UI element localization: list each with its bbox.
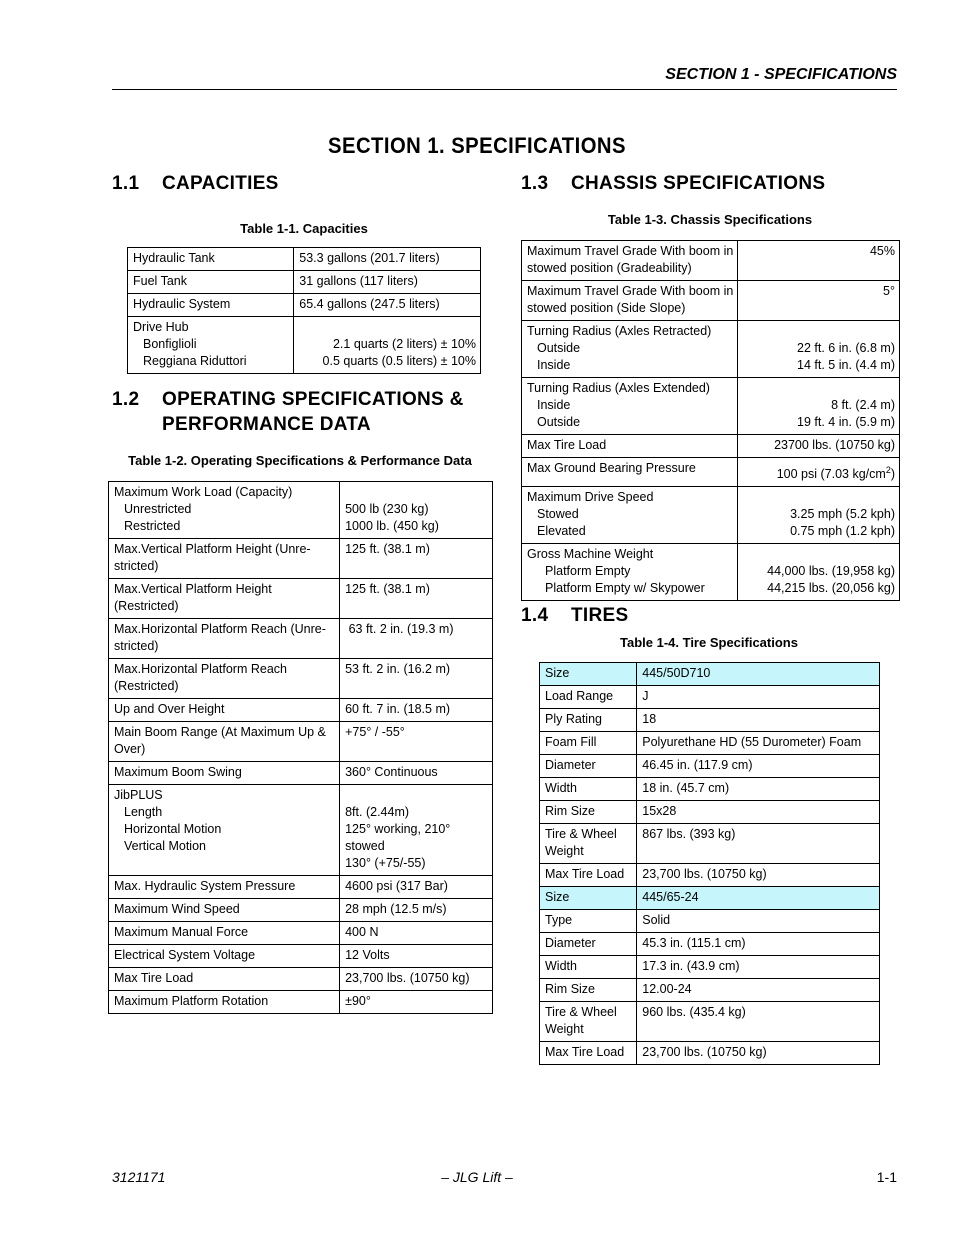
table-cell	[738, 281, 900, 321]
table-cell	[294, 294, 481, 317]
cell-text: Bonfiglioli	[143, 337, 197, 351]
cell-text: Max Tire Load	[545, 867, 625, 881]
table-row	[109, 991, 493, 1014]
cell-text: Max.Horizontal Platform Reach (Unre-stricted)	[114, 622, 326, 653]
table-cell	[522, 321, 738, 378]
table-cell	[522, 378, 738, 435]
table-row	[109, 482, 493, 539]
table-row	[540, 887, 880, 910]
cell-text: 44,000 lbs. (19,958 kg)	[767, 564, 895, 579]
cell-text: Stowed	[537, 507, 579, 522]
cell-text: 5°	[883, 284, 895, 298]
cell-text: 45.3 in. (115.1 cm)	[642, 936, 746, 950]
table-cell	[340, 482, 493, 539]
operating-specs-table	[108, 481, 493, 1014]
cell-text: 500 lb (230 kg)	[345, 502, 429, 516]
footer-doc-number: 3121171	[112, 1169, 166, 1185]
cell-text: 23,700 lbs. (10750 kg)	[642, 867, 767, 881]
cell-text: Max.Vertical Platform Height (Restricted)	[114, 582, 272, 613]
table-row	[540, 686, 880, 709]
cell-text: Length	[124, 805, 163, 819]
table-cell	[109, 722, 340, 762]
table-cell	[637, 910, 880, 933]
table-cell	[522, 487, 738, 544]
heading-number: 1.4	[521, 605, 549, 626]
table-cell	[128, 294, 294, 317]
table-cell	[522, 241, 738, 281]
table-cell	[540, 801, 637, 824]
cell-text: 18 in. (45.7 cm)	[642, 781, 730, 795]
table-row	[540, 1002, 880, 1042]
cell-text: 63 ft. 2 in. (19.3 m)	[345, 622, 454, 636]
heading-text: CAPACITIES	[162, 173, 279, 194]
heading-tires	[521, 603, 628, 628]
table-cell	[738, 487, 900, 544]
cell-text: 867 lbs. (393 kg)	[642, 827, 736, 841]
capacities-table	[127, 247, 481, 374]
table-cell	[540, 755, 637, 778]
cell-text: stowed position (Side Slope)	[527, 301, 686, 315]
table-cell	[294, 248, 481, 271]
cell-text: Max.Horizontal Platform Reach (Restricted)	[114, 662, 287, 693]
table-row	[109, 579, 493, 619]
cell-text: Type	[545, 913, 573, 927]
table-row	[109, 659, 493, 699]
cell-text: 12 Volts	[345, 948, 390, 962]
cell-text: Horizontal Motion	[124, 822, 222, 836]
cell-text: Rim Size	[545, 982, 596, 996]
cell-text: Elevated	[537, 524, 586, 539]
table-cell	[109, 922, 340, 945]
table-cell	[738, 321, 900, 378]
cell-text: 53 ft. 2 in. (16.2 m)	[345, 662, 451, 676]
table-cell	[109, 482, 340, 539]
cell-text: Size	[545, 666, 570, 680]
table-cell	[540, 709, 637, 732]
table-cell	[109, 619, 340, 659]
table-row	[109, 722, 493, 762]
cell-text: +75° / -55°	[345, 725, 405, 739]
heading-chassis-specs	[521, 171, 825, 196]
table-cell	[109, 899, 340, 922]
table-cell	[522, 435, 738, 458]
cell-text: Max Tire Load	[545, 1045, 625, 1059]
cell-text: Restricted	[124, 519, 181, 533]
table-cell	[340, 762, 493, 785]
cell-text: 3.25 mph (5.2 kph)	[790, 507, 895, 522]
cell-text: 60 ft. 7 in. (18.5 m)	[345, 702, 451, 716]
table-cell	[340, 785, 493, 876]
cell-text: Vertical Motion	[124, 839, 206, 853]
cell-text: 15x28	[642, 804, 677, 818]
cell-text: Inside	[537, 398, 571, 412]
table-cell	[340, 619, 493, 659]
cell-text: Load Range	[545, 689, 614, 703]
table-row	[128, 248, 481, 271]
cell-text: 445/65-24	[642, 890, 699, 904]
heading-text: OPERATING SPECIFICATIONS &	[162, 389, 464, 410]
table-row	[540, 1042, 880, 1065]
cell-text: Maximum Boom Swing	[114, 765, 242, 779]
table-row	[522, 281, 900, 321]
table-row	[540, 956, 880, 979]
table-cell	[540, 933, 637, 956]
table-row	[540, 709, 880, 732]
table-cell	[128, 317, 294, 374]
table-row	[522, 435, 900, 458]
table-cell	[738, 435, 900, 458]
cell-text: 1000 lb. (450 kg)	[345, 519, 439, 533]
table-cell	[109, 699, 340, 722]
cell-text: Maximum Wind Speed	[114, 902, 240, 916]
table-cell	[540, 979, 637, 1002]
table-row	[540, 979, 880, 1002]
table-cell	[637, 801, 880, 824]
cell-text: Width	[545, 781, 577, 795]
cell-text: 2.1 quarts (2 liters) ± 10%	[332, 337, 476, 351]
table-cell	[109, 945, 340, 968]
heading-number: 1.2	[112, 389, 140, 410]
heading-number: 1.1	[112, 173, 140, 194]
table-cell	[738, 241, 900, 281]
table-row	[540, 801, 880, 824]
table-row	[109, 968, 493, 991]
cell-text: Platform Empty w/ Skypower	[545, 581, 705, 596]
table-row	[540, 732, 880, 755]
table-row	[540, 864, 880, 887]
table-cell	[340, 968, 493, 991]
cell-text: 23,700 lbs. (10750 kg)	[642, 1045, 767, 1059]
table-cell	[540, 732, 637, 755]
table-cell	[109, 876, 340, 899]
table-cell	[109, 968, 340, 991]
table-cell	[637, 933, 880, 956]
table-row	[540, 933, 880, 956]
cell-text: Hydraulic System	[133, 297, 231, 311]
cell-text: stowed position (Gradeability)	[527, 261, 692, 275]
table-cell	[637, 686, 880, 709]
table-cell	[340, 659, 493, 699]
table-cell	[637, 1042, 880, 1065]
table-caption-chassis: Table 1-3. Chassis Specifications	[607, 212, 813, 227]
cell-text: 45%	[869, 244, 895, 258]
table-cell	[340, 876, 493, 899]
page-title: SECTION 1. SPECIFICATIONS	[328, 133, 626, 158]
table-cell	[637, 956, 880, 979]
cell-text: Max Tire Load	[527, 438, 607, 452]
cell-text: Maximum Drive Speed	[527, 490, 654, 505]
table-cell	[540, 1002, 637, 1042]
table-cell	[340, 579, 493, 619]
cell-text: 65.4 gallons (247.5 liters)	[299, 297, 440, 311]
table-row	[109, 922, 493, 945]
table-cell	[294, 271, 481, 294]
cell-text: Outside	[537, 415, 581, 429]
table-cell	[522, 544, 738, 601]
table-cell	[128, 271, 294, 294]
table-cell	[109, 785, 340, 876]
cell-text: 14 ft. 5 in. (4.4 m)	[797, 358, 895, 372]
cell-text: Polyurethane HD (55 Durometer) Foam	[642, 735, 862, 749]
table-cell	[637, 778, 880, 801]
table-cell	[109, 539, 340, 579]
cell-text: Drive Hub	[133, 320, 189, 334]
cell-text: 125° working, 210° stowed	[345, 822, 451, 853]
cell-text: Max. Hydraulic System Pressure	[114, 879, 296, 893]
cell-text: Foam Fill	[545, 735, 597, 749]
cell-text: Max Tire Load	[114, 971, 194, 985]
cell-text: Up and Over Height	[114, 702, 225, 716]
table-row	[522, 378, 900, 435]
cell-text: Gross Machine Weight	[527, 547, 654, 562]
table-row	[109, 762, 493, 785]
table-cell	[637, 979, 880, 1002]
cell-text: 31 gallons (117 liters)	[299, 274, 418, 288]
table-cell	[128, 248, 294, 271]
table-cell	[738, 378, 900, 435]
cell-text: 17.3 in. (43.9 cm)	[642, 959, 740, 973]
cell-text: Hydraulic Tank	[133, 251, 215, 265]
table-cell	[738, 544, 900, 601]
cell-text: 360° Continuous	[345, 765, 438, 779]
table-row	[540, 755, 880, 778]
heading-text: CHASSIS SPECIFICATIONS	[571, 173, 826, 194]
table-row	[109, 699, 493, 722]
table-cell	[540, 686, 637, 709]
table-cell	[540, 910, 637, 933]
table-cell	[340, 899, 493, 922]
table-row	[540, 824, 880, 864]
table-caption-operating: Table 1-2. Operating Specifications & Performance Data	[128, 453, 472, 468]
table-cell	[637, 709, 880, 732]
table-cell	[109, 579, 340, 619]
cell-text: 44,215 lbs. (20,056 kg)	[767, 581, 895, 596]
cell-text: Main Boom Range (At Maximum Up & Over)	[114, 725, 326, 756]
cell-text: 100 psi (7.03 $kg/cm^2$)	[776, 465, 895, 482]
cell-text: 4600 psi (317 Bar)	[345, 879, 448, 893]
cell-text: 18	[642, 712, 657, 726]
cell-text: ±90°	[345, 994, 371, 1008]
table-cell	[637, 1002, 880, 1042]
cell-text: Diameter	[545, 936, 596, 950]
cell-text: JibPLUS	[114, 788, 163, 802]
cell-text: Fuel Tank	[133, 274, 187, 288]
table-cell	[109, 991, 340, 1014]
cell-text: 22 ft. 6 in. (6.8 m)	[797, 341, 895, 355]
cell-text: Ply Rating	[545, 712, 602, 726]
table-cell	[522, 281, 738, 321]
cell-text: Turning Radius (Axles Extended)	[527, 381, 710, 395]
table-cell	[637, 755, 880, 778]
cell-text: 23700 lbs. (10750 kg)	[774, 438, 895, 452]
cell-text: Tire & Wheel Weight	[545, 1005, 617, 1036]
table-row	[540, 778, 880, 801]
table-cell	[109, 762, 340, 785]
cell-text: Maximum Travel Grade With boom in	[527, 244, 734, 258]
table-cell	[540, 663, 637, 686]
table-cell	[540, 887, 637, 910]
table-row	[109, 539, 493, 579]
table-cell	[637, 824, 880, 864]
cell-text: 125 ft. (38.1 m)	[345, 582, 430, 596]
table-cell	[340, 922, 493, 945]
cell-text: 53.3 gallons (201.7 liters)	[299, 251, 440, 265]
table-row	[522, 241, 900, 281]
cell-text: 0.5 quarts (0.5 liters) ± 10%	[322, 354, 476, 368]
cell-text: J	[642, 689, 649, 703]
cell-text: 19 ft. 4 in. (5.9 m)	[797, 415, 895, 429]
cell-text: 125 ft. (38.1 m)	[345, 542, 430, 556]
cell-text: Solid	[642, 913, 671, 927]
cell-text: 23,700 lbs. (10750 kg)	[345, 971, 470, 985]
header-rule	[112, 89, 897, 90]
heading-number: 1.3	[521, 173, 549, 194]
table-cell	[340, 699, 493, 722]
table-cell	[637, 663, 880, 686]
table-cell	[540, 824, 637, 864]
table-row	[128, 294, 481, 317]
table-caption-tires: Table 1-4. Tire Specifications	[620, 635, 798, 650]
cell-text: 8 ft. (2.4 m)	[831, 398, 895, 412]
cell-text: Unrestricted	[124, 502, 192, 516]
table-row	[522, 321, 900, 378]
cell-text: Width	[545, 959, 577, 973]
table-row	[540, 910, 880, 933]
table-cell	[340, 945, 493, 968]
table-row	[522, 487, 900, 544]
cell-text: Maximum Travel Grade With boom in	[527, 284, 734, 298]
table-cell	[340, 722, 493, 762]
cell-text: Rim Size	[545, 804, 596, 818]
table-cell	[637, 732, 880, 755]
cell-text: 130° (+75/-55)	[345, 856, 426, 870]
table-cell	[637, 864, 880, 887]
table-row	[109, 785, 493, 876]
cell-text: Turning Radius (Axles Retracted)	[527, 324, 712, 338]
table-row	[128, 271, 481, 294]
table-row	[109, 899, 493, 922]
table-cell	[540, 1042, 637, 1065]
table-cell	[637, 887, 880, 910]
table-cell	[540, 864, 637, 887]
heading-text: PERFORMANCE DATA	[162, 414, 371, 435]
table-row	[540, 663, 880, 686]
cell-text: 28 mph (12.5 m/s)	[345, 902, 447, 916]
table-cell	[738, 458, 900, 487]
tire-specs-table	[539, 662, 880, 1065]
cell-text: Max Ground Bearing Pressure	[527, 461, 696, 475]
cell-text: 400 N	[345, 925, 379, 939]
table-cell	[540, 778, 637, 801]
table-row	[109, 876, 493, 899]
cell-text: Inside	[537, 358, 571, 372]
cell-text: Outside	[537, 341, 581, 355]
cell-text: 12.00-24	[642, 982, 692, 996]
table-cell	[540, 956, 637, 979]
table-cell	[294, 317, 481, 374]
footer-publisher: – JLG Lift –	[441, 1169, 513, 1185]
cell-text: Diameter	[545, 758, 596, 772]
table-row	[128, 317, 481, 374]
cell-text: 960 lbs. (435.4 kg)	[642, 1005, 746, 1019]
footer-page-number: 1-1	[876, 1169, 897, 1185]
cell-text: 46.45 in. (117.9 cm)	[642, 758, 753, 772]
cell-text: Maximum Work Load (Capacity)	[114, 485, 293, 499]
heading-capacities	[112, 171, 279, 196]
heading-text: TIRES	[571, 605, 629, 626]
chassis-specs-table	[521, 240, 900, 601]
cell-text: Reggiana Riduttori	[143, 354, 247, 368]
cell-text: Maximum Platform Rotation	[114, 994, 269, 1008]
table-row	[522, 544, 900, 601]
table-row	[522, 458, 900, 487]
cell-text: Max.Vertical Platform Height (Unre-stricted)	[114, 542, 311, 573]
table-caption-capacities: Table 1-1. Capacities	[240, 221, 368, 236]
table-row	[109, 619, 493, 659]
table-cell	[522, 458, 738, 487]
table-row	[109, 945, 493, 968]
cell-text: 445/50D710	[642, 666, 711, 680]
table-cell	[340, 539, 493, 579]
cell-text: Platform Empty	[545, 564, 631, 579]
cell-text: Electrical System Voltage	[114, 948, 256, 962]
cell-text: 8ft. (2.44m)	[345, 805, 410, 819]
cell-text: 0.75 mph (1.2 kph)	[790, 524, 895, 539]
heading-operating-specs	[112, 387, 464, 437]
table-cell	[109, 659, 340, 699]
running-header: SECTION 1 - SPECIFICATIONS	[665, 66, 897, 83]
cell-text: Maximum Manual Force	[114, 925, 249, 939]
cell-text: Tire & Wheel Weight	[545, 827, 617, 858]
table-cell	[340, 991, 493, 1014]
cell-text: Size	[545, 890, 570, 904]
